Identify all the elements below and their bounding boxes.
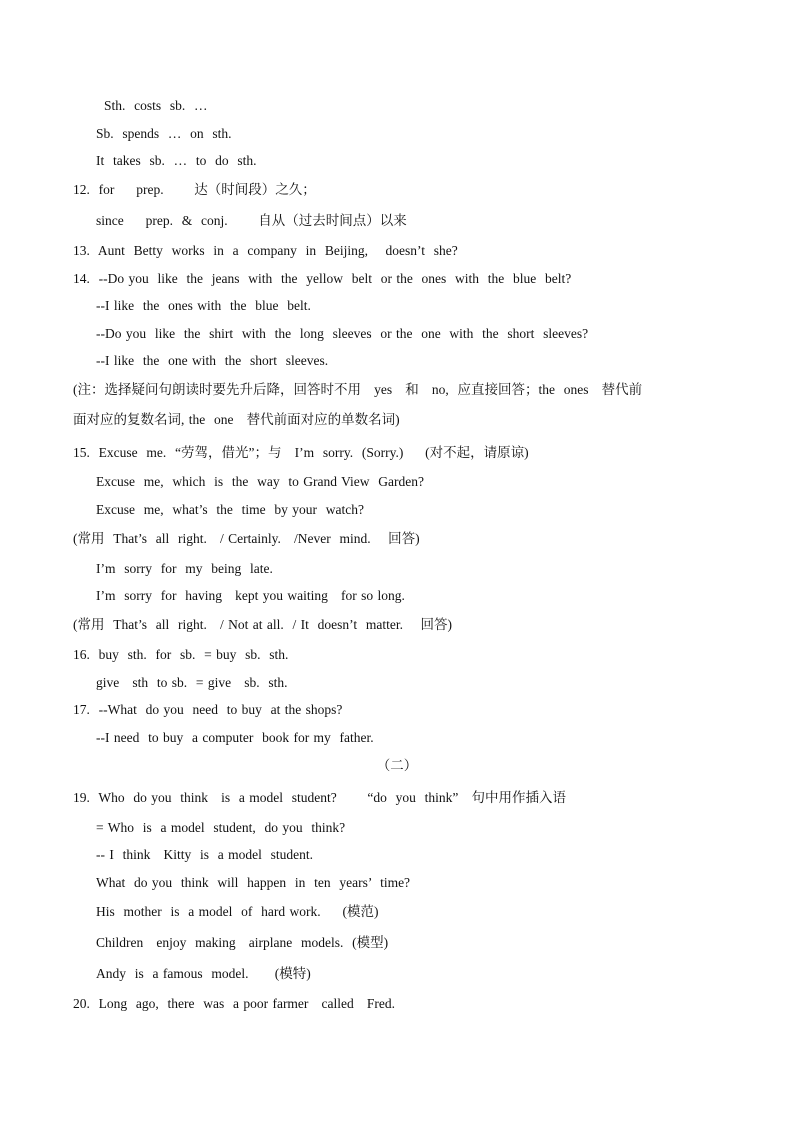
text-line: --I like the ones with the blue belt.: [96, 298, 311, 313]
text-line: What do you think will happen in ten years’ time?: [96, 875, 411, 890]
text-line: Sb. spends … on sth.: [96, 126, 232, 141]
text-line: --I need to buy a computer book for my father.: [96, 730, 374, 745]
text-line: 17. --What do you need to buy at the shops?: [73, 702, 343, 717]
text-line: -- I think Kitty is a model student.: [96, 847, 313, 862]
text-line: I’m sorry for having kept you waiting for so long.: [96, 588, 405, 603]
text-line: = Who is a model student, do you think?: [96, 820, 346, 835]
text-line: 16. buy sth. for sb. = buy sb. sth.: [73, 647, 289, 662]
text-line: --Do you like the shirt with the long sleeves or the one with the short sleeves?: [96, 326, 589, 341]
text-line: Andy is a famous model. (模特): [96, 966, 311, 981]
text-line: since prep. & conj. 自从（过去时间点）以来: [96, 213, 407, 228]
text-line: Children enjoy making airplane models. (模型): [96, 935, 389, 950]
text-line: 19. Who do you think is a model student? “do you think” 句中用作插入语: [73, 790, 566, 805]
text-line: give sth to sb. = give sb. sth.: [96, 675, 288, 690]
text-line: His mother is a model of hard work. (模范): [96, 904, 379, 919]
text-line: Sth. costs sb. …: [104, 98, 208, 113]
text-line: 13. Aunt Betty works in a company in Beijing, doesn’t she?: [73, 243, 458, 258]
text-line: Excuse me, what’s the time by your watch?: [96, 502, 364, 517]
text-line: (常用 That’s all right. / Not at all. / It doesn’t matter. 回答): [73, 617, 452, 632]
text-line: 面对应的复数名词, the one 替代前面对应的单数名词): [73, 412, 400, 427]
text-line: (注：选择疑问句朗读时要先升后降，回答时不用 yes 和 no, 应直接回答；the ones 替代前: [73, 382, 643, 397]
text-line: 15. Excuse me. “劳驾，借光”；与 I’m sorry. (Sorry.) (对不起，请原谅): [73, 445, 529, 460]
text-line: 20. Long ago, there was a poor farmer called Fred.: [73, 996, 396, 1011]
text-line: Excuse me, which is the way to Grand View Garden?: [96, 474, 424, 489]
text-line: (常用 That’s all right. / Certainly. /Never mind. 回答): [73, 531, 420, 546]
text-line: I’m sorry for my being late.: [96, 561, 273, 576]
text-line: It takes sb. … to do sth.: [96, 153, 257, 168]
section-heading: （二）: [376, 758, 418, 773]
text-line: 12. for prep. 达（时间段）之久；: [73, 182, 316, 197]
text-line: 14. --Do you like the jeans with the yellow belt or the ones with the blue belt?: [73, 271, 572, 286]
text-line: --I like the one with the short sleeves.: [96, 353, 329, 368]
